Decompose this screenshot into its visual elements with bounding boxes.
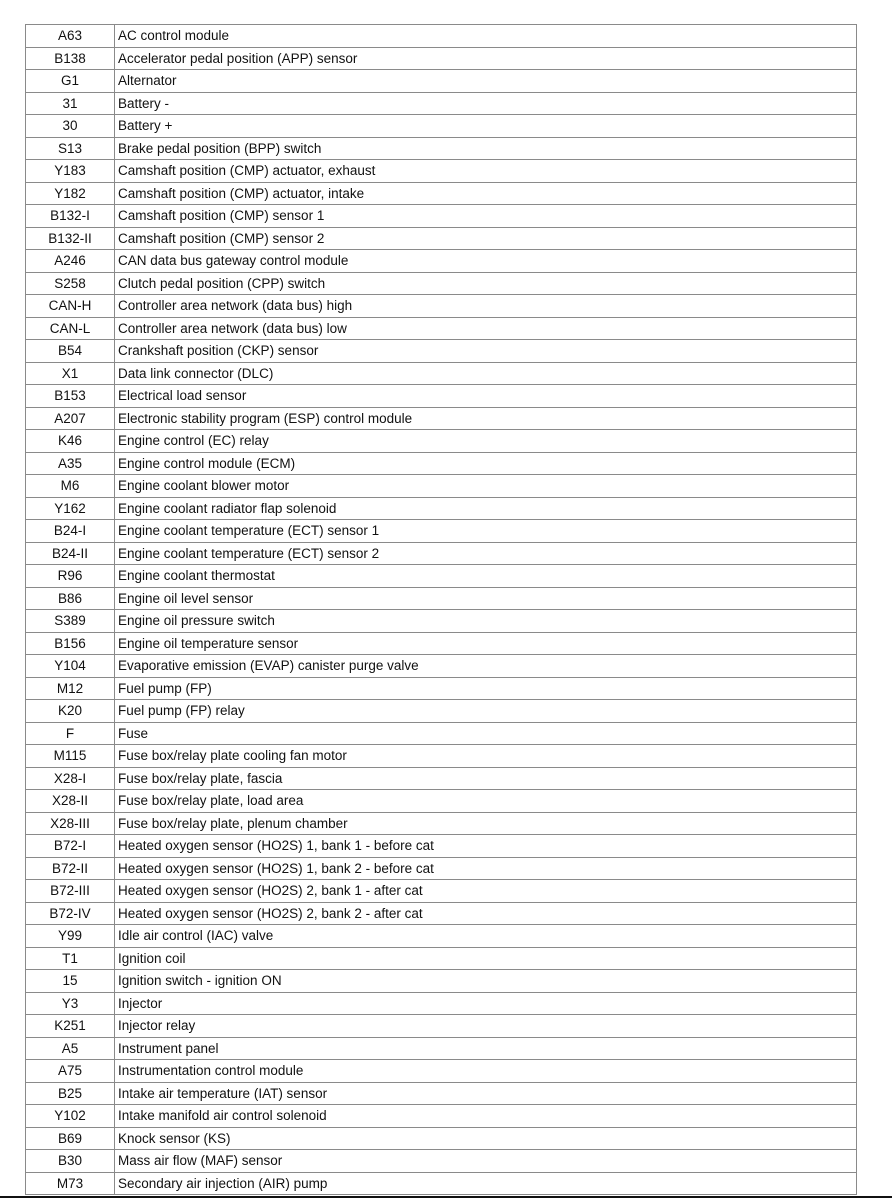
table-row	[26, 1105, 857, 1128]
component-description: Camshaft position (CMP) actuator, exhaust	[115, 160, 857, 183]
component-description: Crankshaft position (CKP) sensor	[115, 340, 857, 363]
component-description: Knock sensor (KS)	[115, 1127, 857, 1150]
component-description: Camshaft position (CMP) actuator, intake	[115, 182, 857, 205]
component-description: Alternator	[115, 70, 857, 93]
component-description: Intake manifold air control solenoid	[115, 1105, 857, 1128]
table-row	[26, 835, 857, 858]
table-row	[26, 182, 857, 205]
table-row	[26, 70, 857, 93]
table-row	[26, 767, 857, 790]
component-code: B132-I	[26, 205, 115, 228]
component-description: Fuse box/relay plate cooling fan motor	[115, 745, 857, 768]
component-code: S258	[26, 272, 115, 295]
component-code: X28-II	[26, 790, 115, 813]
component-description: Battery -	[115, 92, 857, 115]
component-description: Engine coolant radiator flap solenoid	[115, 497, 857, 520]
component-code: Y183	[26, 160, 115, 183]
component-description: Engine coolant blower motor	[115, 475, 857, 498]
component-code: B24-II	[26, 542, 115, 565]
component-code: X28-III	[26, 812, 115, 835]
component-code: A207	[26, 407, 115, 430]
component-description: Brake pedal position (BPP) switch	[115, 137, 857, 160]
table-row	[26, 250, 857, 273]
component-description: Accelerator pedal position (APP) sensor	[115, 47, 857, 70]
table-row	[26, 295, 857, 318]
table-row	[26, 700, 857, 723]
component-description: Controller area network (data bus) high	[115, 295, 857, 318]
component-code: S389	[26, 610, 115, 633]
table-row	[26, 925, 857, 948]
component-code: X28-I	[26, 767, 115, 790]
component-code: B72-IV	[26, 902, 115, 925]
component-code: CAN-H	[26, 295, 115, 318]
component-description: CAN data bus gateway control module	[115, 250, 857, 273]
table-row	[26, 47, 857, 70]
component-description: Camshaft position (CMP) sensor 2	[115, 227, 857, 250]
table-row	[26, 520, 857, 543]
table-row	[26, 115, 857, 138]
table-row	[26, 880, 857, 903]
component-description: Evaporative emission (EVAP) canister purge valve	[115, 655, 857, 678]
component-code: B54	[26, 340, 115, 363]
table-row	[26, 992, 857, 1015]
table-row	[26, 790, 857, 813]
table-row	[26, 385, 857, 408]
component-code: K46	[26, 430, 115, 453]
table-row	[26, 205, 857, 228]
component-code: A63	[26, 25, 115, 48]
component-code: B69	[26, 1127, 115, 1150]
component-code: B25	[26, 1082, 115, 1105]
component-description: Injector	[115, 992, 857, 1015]
component-description: Ignition switch - ignition ON	[115, 970, 857, 993]
component-description: Fuel pump (FP)	[115, 677, 857, 700]
table-row	[26, 1060, 857, 1083]
table-row	[26, 340, 857, 363]
table-row	[26, 970, 857, 993]
component-description: Electrical load sensor	[115, 385, 857, 408]
component-code: M12	[26, 677, 115, 700]
component-description: Fuse box/relay plate, plenum chamber	[115, 812, 857, 835]
component-code: R96	[26, 565, 115, 588]
component-description: Ignition coil	[115, 947, 857, 970]
table-row	[26, 610, 857, 633]
table-row	[26, 227, 857, 250]
table-row	[26, 722, 857, 745]
table-row	[26, 1150, 857, 1173]
component-description: Secondary air injection (AIR) pump	[115, 1172, 857, 1195]
component-legend-table	[25, 24, 857, 1195]
component-description: Mass air flow (MAF) sensor	[115, 1150, 857, 1173]
component-code: B156	[26, 632, 115, 655]
component-description: Idle air control (IAC) valve	[115, 925, 857, 948]
component-code: Y182	[26, 182, 115, 205]
component-code: K20	[26, 700, 115, 723]
component-code: M115	[26, 745, 115, 768]
table-row	[26, 497, 857, 520]
component-code: 30	[26, 115, 115, 138]
component-code: B72-II	[26, 857, 115, 880]
component-code: Y162	[26, 497, 115, 520]
table-row	[26, 1037, 857, 1060]
table-row	[26, 1015, 857, 1038]
table-row	[26, 317, 857, 340]
component-code: 15	[26, 970, 115, 993]
table-row	[26, 25, 857, 48]
component-description: Heated oxygen sensor (HO2S) 1, bank 2 - before cat	[115, 857, 857, 880]
table-row	[26, 745, 857, 768]
component-code: Y104	[26, 655, 115, 678]
table-row	[26, 407, 857, 430]
component-code: G1	[26, 70, 115, 93]
component-description: Engine oil pressure switch	[115, 610, 857, 633]
legend-table-body	[26, 25, 857, 1195]
component-code: B86	[26, 587, 115, 610]
component-code: B24-I	[26, 520, 115, 543]
component-description: Battery +	[115, 115, 857, 138]
table-row	[26, 272, 857, 295]
component-description: Intake air temperature (IAT) sensor	[115, 1082, 857, 1105]
table-row	[26, 677, 857, 700]
component-description: AC control module	[115, 25, 857, 48]
table-row	[26, 632, 857, 655]
component-description: Engine coolant temperature (ECT) sensor 1	[115, 520, 857, 543]
component-description: Engine oil level sensor	[115, 587, 857, 610]
component-code: B132-II	[26, 227, 115, 250]
table-row	[26, 902, 857, 925]
table-row	[26, 475, 857, 498]
component-description: Instrument panel	[115, 1037, 857, 1060]
component-description: Injector relay	[115, 1015, 857, 1038]
table-row	[26, 430, 857, 453]
table-row	[26, 1082, 857, 1105]
table-row	[26, 362, 857, 385]
table-row	[26, 655, 857, 678]
component-code: CAN-L	[26, 317, 115, 340]
table-row	[26, 857, 857, 880]
page-bottom-rule	[0, 1196, 892, 1198]
table-row	[26, 947, 857, 970]
table-row	[26, 1127, 857, 1150]
component-description: Electronic stability program (ESP) control module	[115, 407, 857, 430]
component-description: Engine oil temperature sensor	[115, 632, 857, 655]
component-description: Engine coolant thermostat	[115, 565, 857, 588]
component-code: Y99	[26, 925, 115, 948]
component-code: A75	[26, 1060, 115, 1083]
component-description: Heated oxygen sensor (HO2S) 2, bank 2 - after cat	[115, 902, 857, 925]
component-code: B30	[26, 1150, 115, 1173]
component-code: A35	[26, 452, 115, 475]
component-description: Engine control module (ECM)	[115, 452, 857, 475]
table-row	[26, 542, 857, 565]
table-row	[26, 1172, 857, 1195]
table-row	[26, 452, 857, 475]
component-code: Y102	[26, 1105, 115, 1128]
table-row	[26, 565, 857, 588]
component-description: Fuse	[115, 722, 857, 745]
component-description: Fuse box/relay plate, load area	[115, 790, 857, 813]
component-code: X1	[26, 362, 115, 385]
component-code: M6	[26, 475, 115, 498]
component-code: B153	[26, 385, 115, 408]
component-description: Controller area network (data bus) low	[115, 317, 857, 340]
component-code: S13	[26, 137, 115, 160]
component-code: F	[26, 722, 115, 745]
component-description: Instrumentation control module	[115, 1060, 857, 1083]
component-code: K251	[26, 1015, 115, 1038]
component-description: Fuel pump (FP) relay	[115, 700, 857, 723]
component-code: B138	[26, 47, 115, 70]
component-code: B72-I	[26, 835, 115, 858]
table-row	[26, 587, 857, 610]
component-description: Engine coolant temperature (ECT) sensor 2	[115, 542, 857, 565]
component-code: B72-III	[26, 880, 115, 903]
table-row	[26, 137, 857, 160]
table-row	[26, 812, 857, 835]
component-code: T1	[26, 947, 115, 970]
component-code: A5	[26, 1037, 115, 1060]
component-code: A246	[26, 250, 115, 273]
component-code: M73	[26, 1172, 115, 1195]
table-row	[26, 160, 857, 183]
component-description: Camshaft position (CMP) sensor 1	[115, 205, 857, 228]
component-description: Fuse box/relay plate, fascia	[115, 767, 857, 790]
component-description: Heated oxygen sensor (HO2S) 1, bank 1 - before cat	[115, 835, 857, 858]
component-description: Heated oxygen sensor (HO2S) 2, bank 1 - after cat	[115, 880, 857, 903]
component-description: Engine control (EC) relay	[115, 430, 857, 453]
component-description: Data link connector (DLC)	[115, 362, 857, 385]
component-code: Y3	[26, 992, 115, 1015]
table-row	[26, 92, 857, 115]
component-code: 31	[26, 92, 115, 115]
component-description: Clutch pedal position (CPP) switch	[115, 272, 857, 295]
